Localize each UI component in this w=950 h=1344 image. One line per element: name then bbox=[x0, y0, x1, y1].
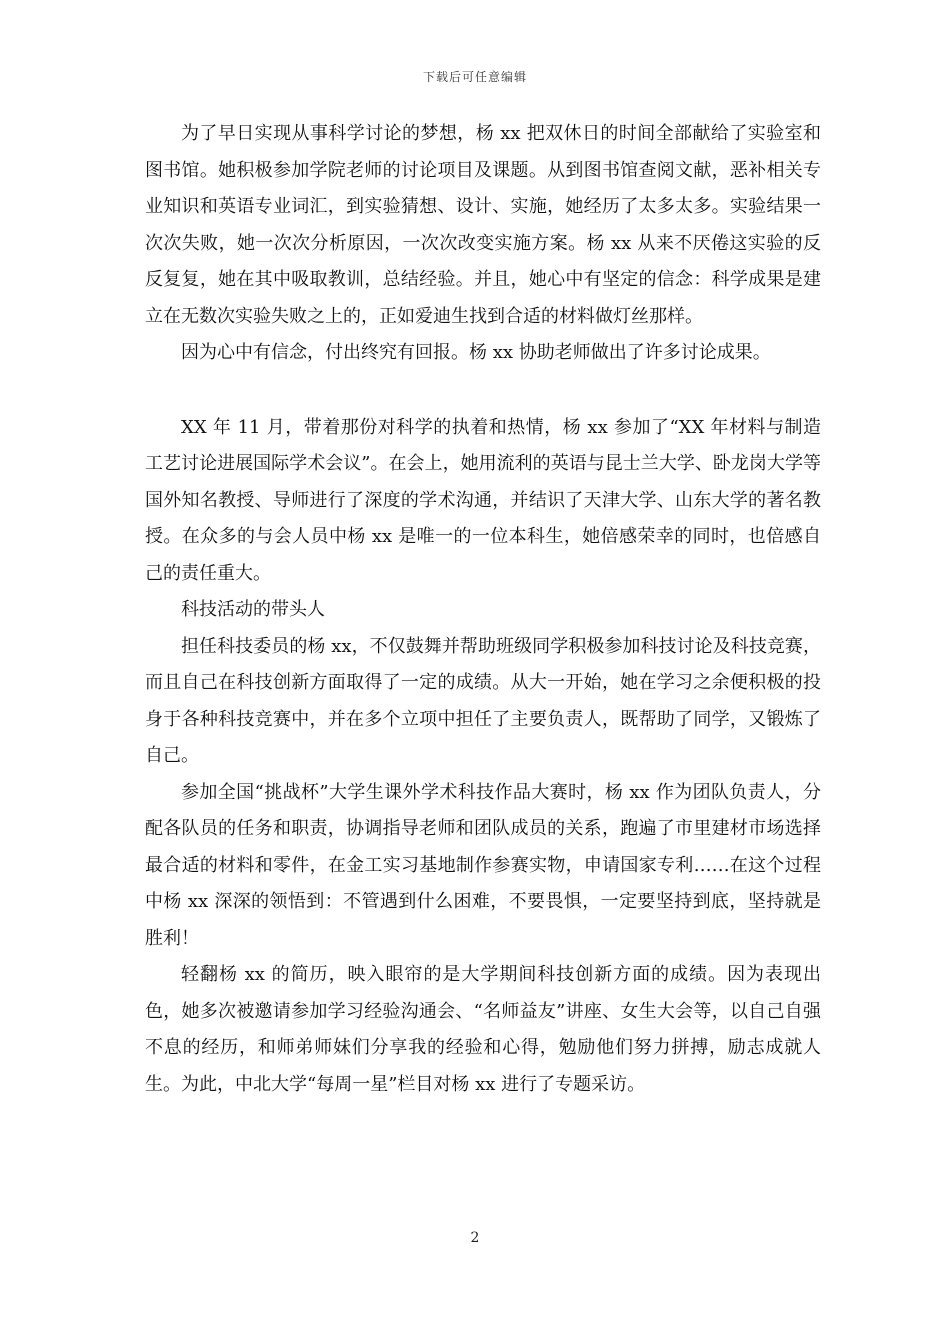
paragraph-gap bbox=[145, 372, 821, 410]
section-heading-tech-leader: 科技活动的带头人 bbox=[181, 599, 325, 620]
paragraph-challenge-cup: 参加全国“挑战杯”大学生课外学术科技作品大赛时，杨 xx 作为团队负责人，分配各队员的任务和职责，协调指导老师和团队成员的关系，跑遍了市里建材市场选择最合适的材料和零件，在金工实习基地制作参赛实物，申请国家专利……在这个过程中杨 xx 深深的领悟到：不管遇到什么困难，不要畏惧，一定要坚持到底，坚持就是胜利！ bbox=[145, 781, 821, 949]
paragraph-resume: 轻翻杨 xx 的简历，映入眼帘的是大学期间科技创新方面的成绩。因为表现出色，她多次被邀请参加学习经验沟通会、“名师益友”讲座、女生大会等，以自己自强不息的经历，和师弟师妹们分享我的经验和心得，勉励他们努力拼搏，励志成就人生。为此，中北大学“每周一星”栏目对杨 xx 进行了专题采访。 bbox=[145, 964, 821, 1095]
paragraph-research-results: 因为心中有信念，付出终究有回报。杨 xx 协助老师做出了许多讨论成果。 bbox=[181, 342, 771, 363]
page-number: 2 bbox=[470, 1230, 480, 1246]
paragraph-research-dream: 为了早日实现从事科学讨论的梦想，杨 xx 把双休日的时间全部献给了实验室和图书馆。她积极参加学院老师的讨论项目及课题。从到图书馆查阅文献，恶补相关专业知识和英语专业词汇，到实验猜想、设计、实施，她经历了太多太多。实验结果一次次失败，她一次次分析原因，一次次改变实施方案。杨 xx 从来不厌倦这实验的反反复复，她在其中吸取教训，总结经验。并且，她心中有坚定的信念：科学成果是建立在无数次实验失败之上的，正如爱迪生找到合适的材料做灯丝那样。 bbox=[145, 123, 821, 327]
header-note: 下载后可任意编辑 bbox=[422, 70, 527, 84]
paragraph-conference: XX 年 11 月，带着那份对科学的执着和热情，杨 xx 参加了“XX 年材料与制造工艺讨论进展国际学术会议”。在会上，她用流利的英语与昆士兰大学、卧龙岗大学等国外知名教授、导师进行了深度的学术沟通，并结识了天津大学、山东大学的著名教授。在众多的与会人员中杨 xx 是唯一的一位本科生，她倍感荣幸的同时，也倍感自己的责任重大。 bbox=[145, 416, 821, 584]
paragraph-tech-committee: 担任科技委员的杨 xx，不仅鼓舞并帮助班级同学积极参加科技讨论及科技竞赛，而且自己在科技创新方面取得了一定的成绩。从大一开始，她在学习之余便积极的投身于各种科技竞赛中，并在多个立项中担任了主要负责人，既帮助了同学，又锻炼了自己。 bbox=[145, 635, 821, 766]
document-body bbox=[145, 116, 821, 1103]
